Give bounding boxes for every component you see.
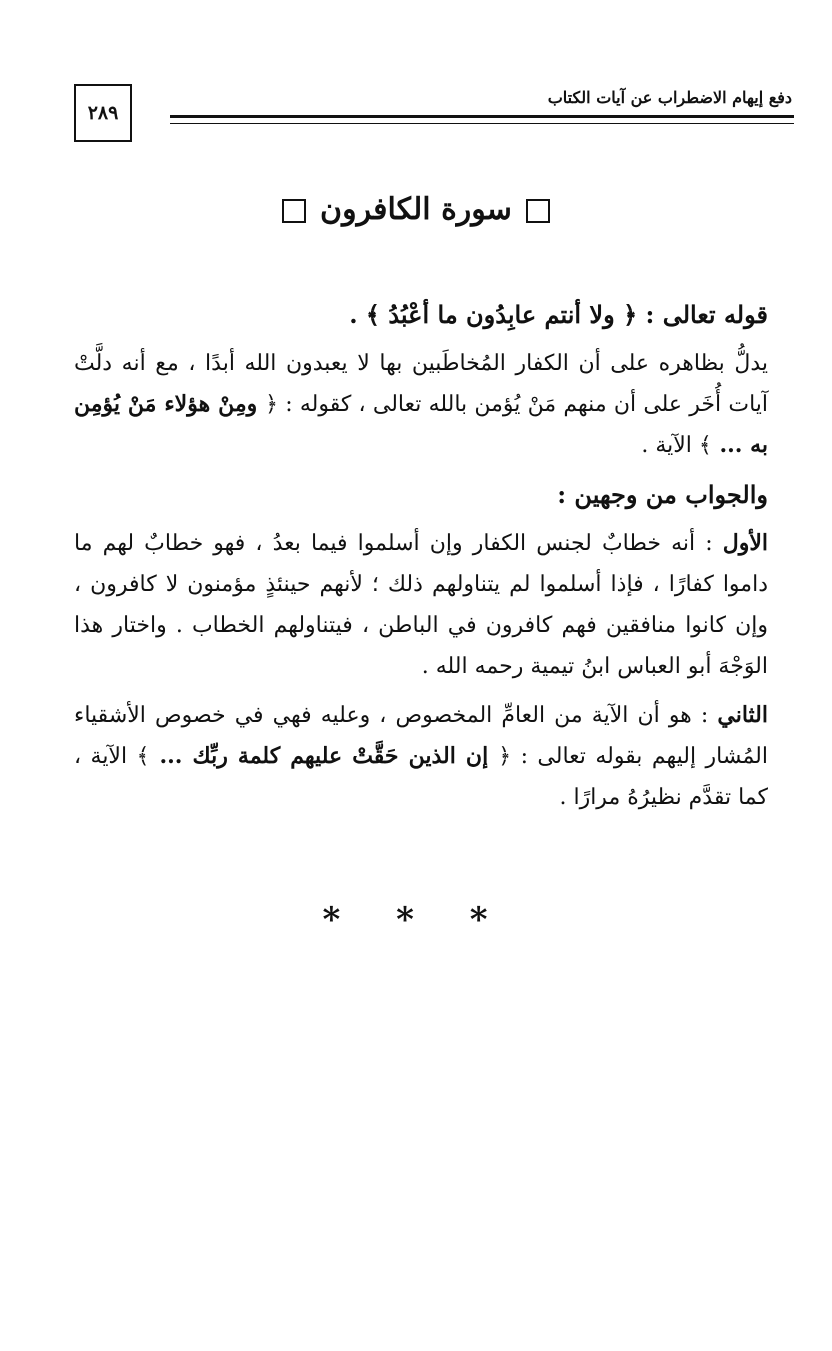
first-answer-label: الأول <box>722 530 768 556</box>
paragraph-problem-text: يدلُّ بظاهره على أن الكفار المُخاطَبين بها لا يعبدون الله أبدًا ، مع أنه دلَّتْ آيات أُخَر على أن منهم مَنْ يُؤمن بالله تعالى ، كقوله : ﴿ <box>74 351 769 417</box>
verse-heading-close: ﴾ . <box>349 300 380 329</box>
verse-heading-intro: قوله تعالى : ﴿ <box>623 300 768 329</box>
square-ornament-icon <box>282 199 306 223</box>
paragraph-problem <box>74 343 792 466</box>
section-separator: * * * <box>322 900 510 940</box>
second-answer-end: ﴾ الآية ، كما تقدَّم نظيرُهُ مرارًا . <box>74 744 768 810</box>
second-answer-label: الثاني <box>717 702 768 728</box>
running-title: دفع إيهام الاضطراب عن آيات الكتاب <box>547 88 792 107</box>
paragraph-first-answer <box>74 523 792 687</box>
square-ornament-icon <box>526 199 550 223</box>
verse-heading <box>74 294 792 335</box>
answer-heading: والجواب من وجهين : <box>557 480 768 509</box>
surah-title-text: سورة الكافرون <box>320 192 512 227</box>
quoted-verse: ومِنْ هؤلاء مَنْ يُؤمِن به ... <box>74 391 768 458</box>
page-body <box>74 290 792 818</box>
page-number: ٢٨٩ <box>74 84 132 142</box>
first-answer-text: : أنه خطابٌ لجنس الكفار وإن أسلموا فيما بعدُ ، فهو خطابٌ لهم ما داموا كفارًا ، فإذا أسلموا لم يتناولهم ذلك ؛ لأنهم حينئذٍ مؤمنون لا كافرون ، وإن كانوا منافقين فهم كافرون في الباطن ، فيتناولهم الخطاب . واختار هذا الوَجْهَ أبو العباس ابنُ تيمية رحمه الله . <box>74 531 768 679</box>
paragraph-second-answer <box>74 695 792 818</box>
quoted-verse: إن الذين حَقَّتْ عليهم كلمة ربِّك ... <box>149 743 499 769</box>
surah-title <box>0 192 832 227</box>
second-answer-text: : هو أن الآية من العامِّ المخصوص ، وعليه فهي في خصوص الأشقياء المُشار إليهم بقوله تعالى : ﴿ <box>74 703 768 769</box>
paragraph-problem-end: ﴾ الآية . <box>641 433 712 458</box>
header-rule <box>170 115 794 124</box>
verse-heading-verse: ولا أنتم عابِدُون ما أعْبُدُ <box>379 300 624 329</box>
